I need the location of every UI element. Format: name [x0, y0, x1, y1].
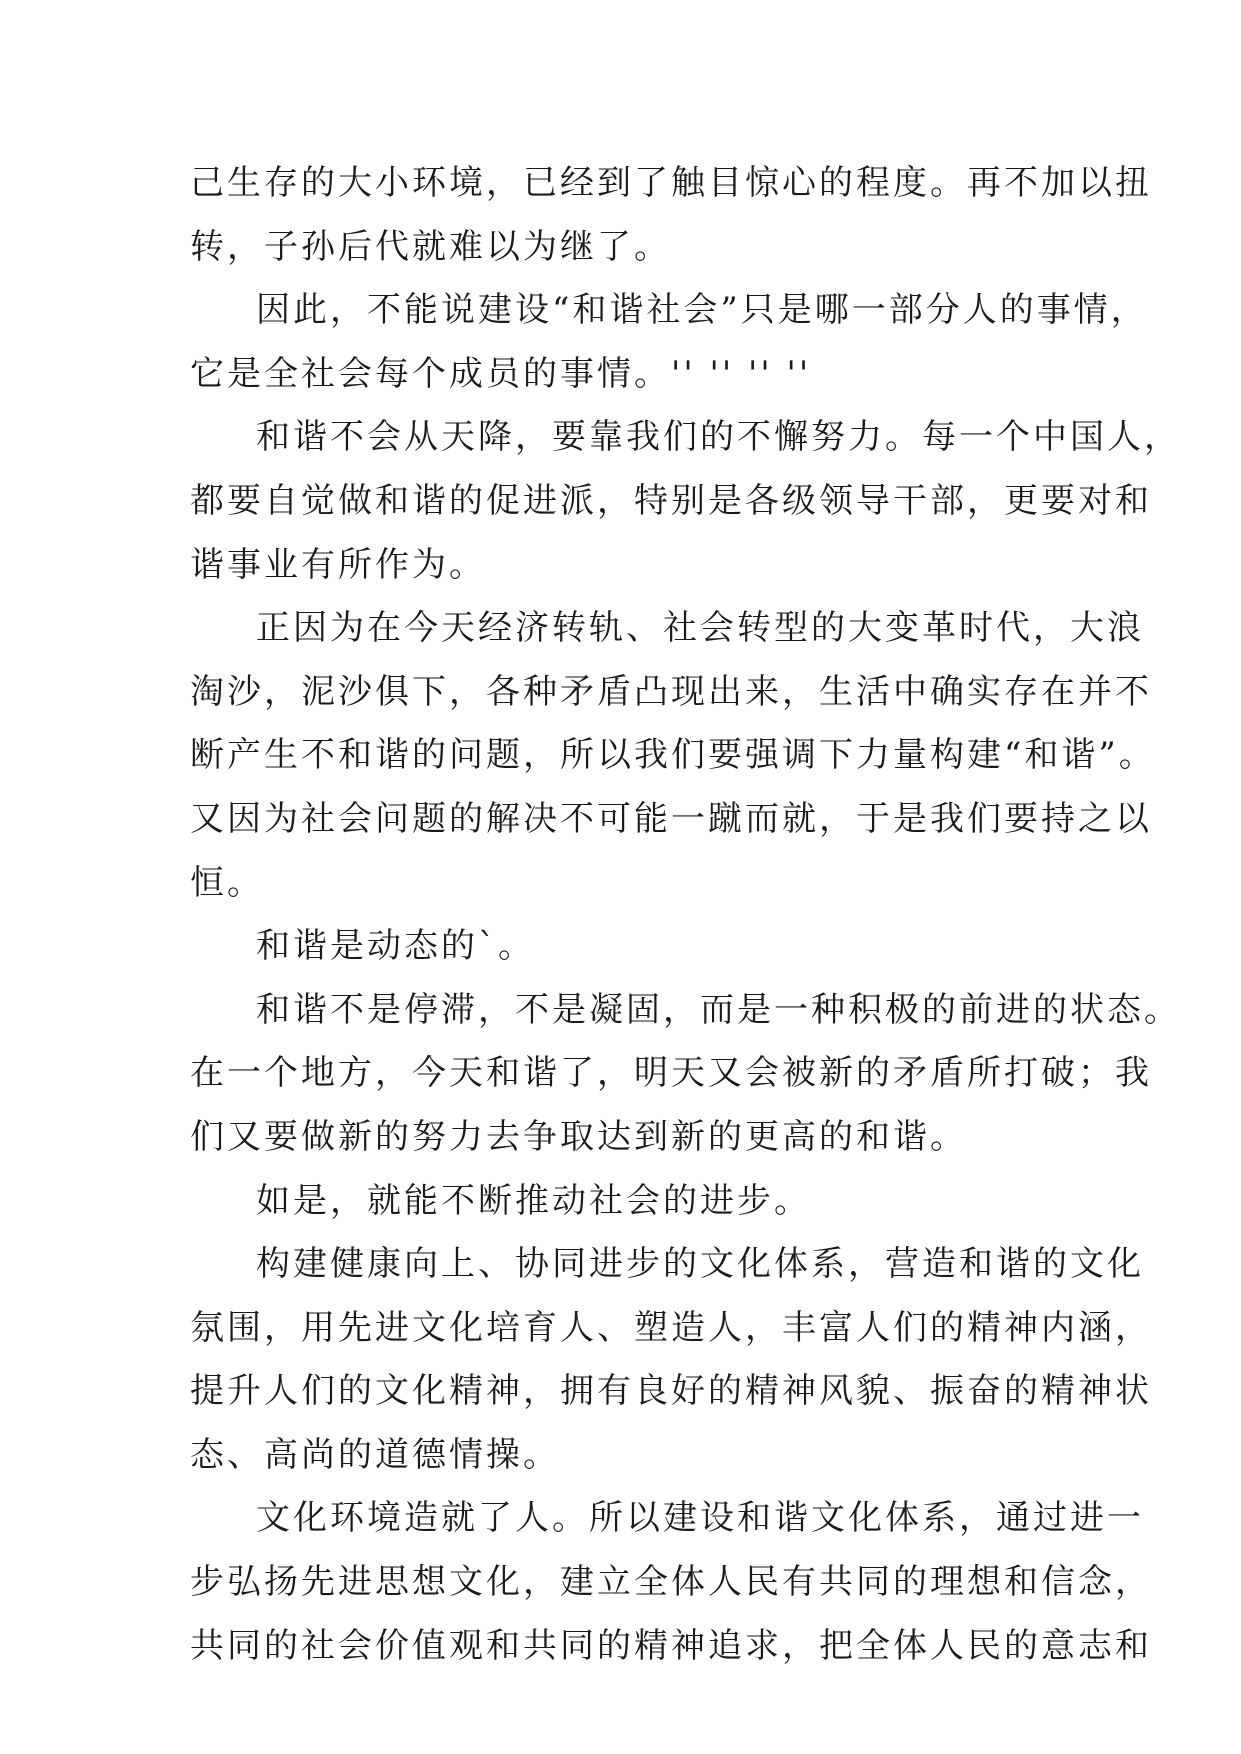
- text-line: 文化环境造就了人。所以建设和谐文化体系，通过进一: [256, 1498, 1144, 1539]
- text-line: 和谐是动态的`。: [256, 926, 535, 967]
- text-line: 都要自觉做和谐的促进派，特别是各级领导干部，更要对和: [190, 480, 1152, 521]
- text-line: 提升人们的文化精神，拥有良好的精神风貌、振奋的精神状: [190, 1371, 1152, 1412]
- text-line: 恒。: [190, 862, 264, 903]
- text-line: 和谐不会从天降，要靠我们的不懈努力。每一个中国人，: [256, 417, 1181, 458]
- text-line: 和谐不是停滞，不是凝固，而是一种积极的前进的状态。: [256, 989, 1181, 1030]
- text-line: 己生存的大小环境，已经到了触目惊心的程度。再不加以扭: [190, 163, 1152, 203]
- text-line: 它是全社会每个成员的事情。'' '' '' '': [190, 353, 812, 394]
- text-line: 构建健康向上、协同进步的文化体系，营造和谐的文化: [256, 1244, 1144, 1285]
- text-line: 转，子孙后代就难以为继了。: [190, 226, 671, 267]
- text-line: 淘沙，泥沙俱下，各种矛盾凸现出来，生活中确实存在并不: [190, 671, 1152, 712]
- text-line: 又因为社会问题的解决不可能一蹴而就，于是我们要持之以: [190, 798, 1152, 839]
- text-line: 正因为在今天经济转轨、社会转型的大变革时代，大浪: [256, 608, 1144, 649]
- text-line: 共同的社会价值观和共同的精神追求，把全体人民的意志和: [190, 1625, 1152, 1666]
- text-line: 因此，不能说建设“和谐社会”只是哪一部分人的事情，: [256, 290, 1148, 331]
- text-line: 在一个地方，今天和谐了，明天又会被新的矛盾所打破；我: [190, 1053, 1152, 1094]
- text-line: 如是，就能不断推动社会的进步。: [256, 1180, 811, 1221]
- text-line: 谐事业有所作为。: [190, 544, 486, 585]
- text-line: 态、高尚的道德情操。: [190, 1434, 560, 1475]
- text-line: 们又要做新的努力去争取达到新的更高的和谐。: [190, 1116, 967, 1157]
- text-line: 步弘扬先进思想文化，建立全体人民有共同的理想和信念，: [190, 1562, 1152, 1603]
- text-line: 断产生不和谐的问题，所以我们要强调下力量构建“和谐”。: [190, 735, 1156, 776]
- text-line: 氛围，用先进文化培育人、塑造人，丰富人们的精神内涵，: [190, 1307, 1152, 1348]
- body-text: [190, 152, 1181, 1678]
